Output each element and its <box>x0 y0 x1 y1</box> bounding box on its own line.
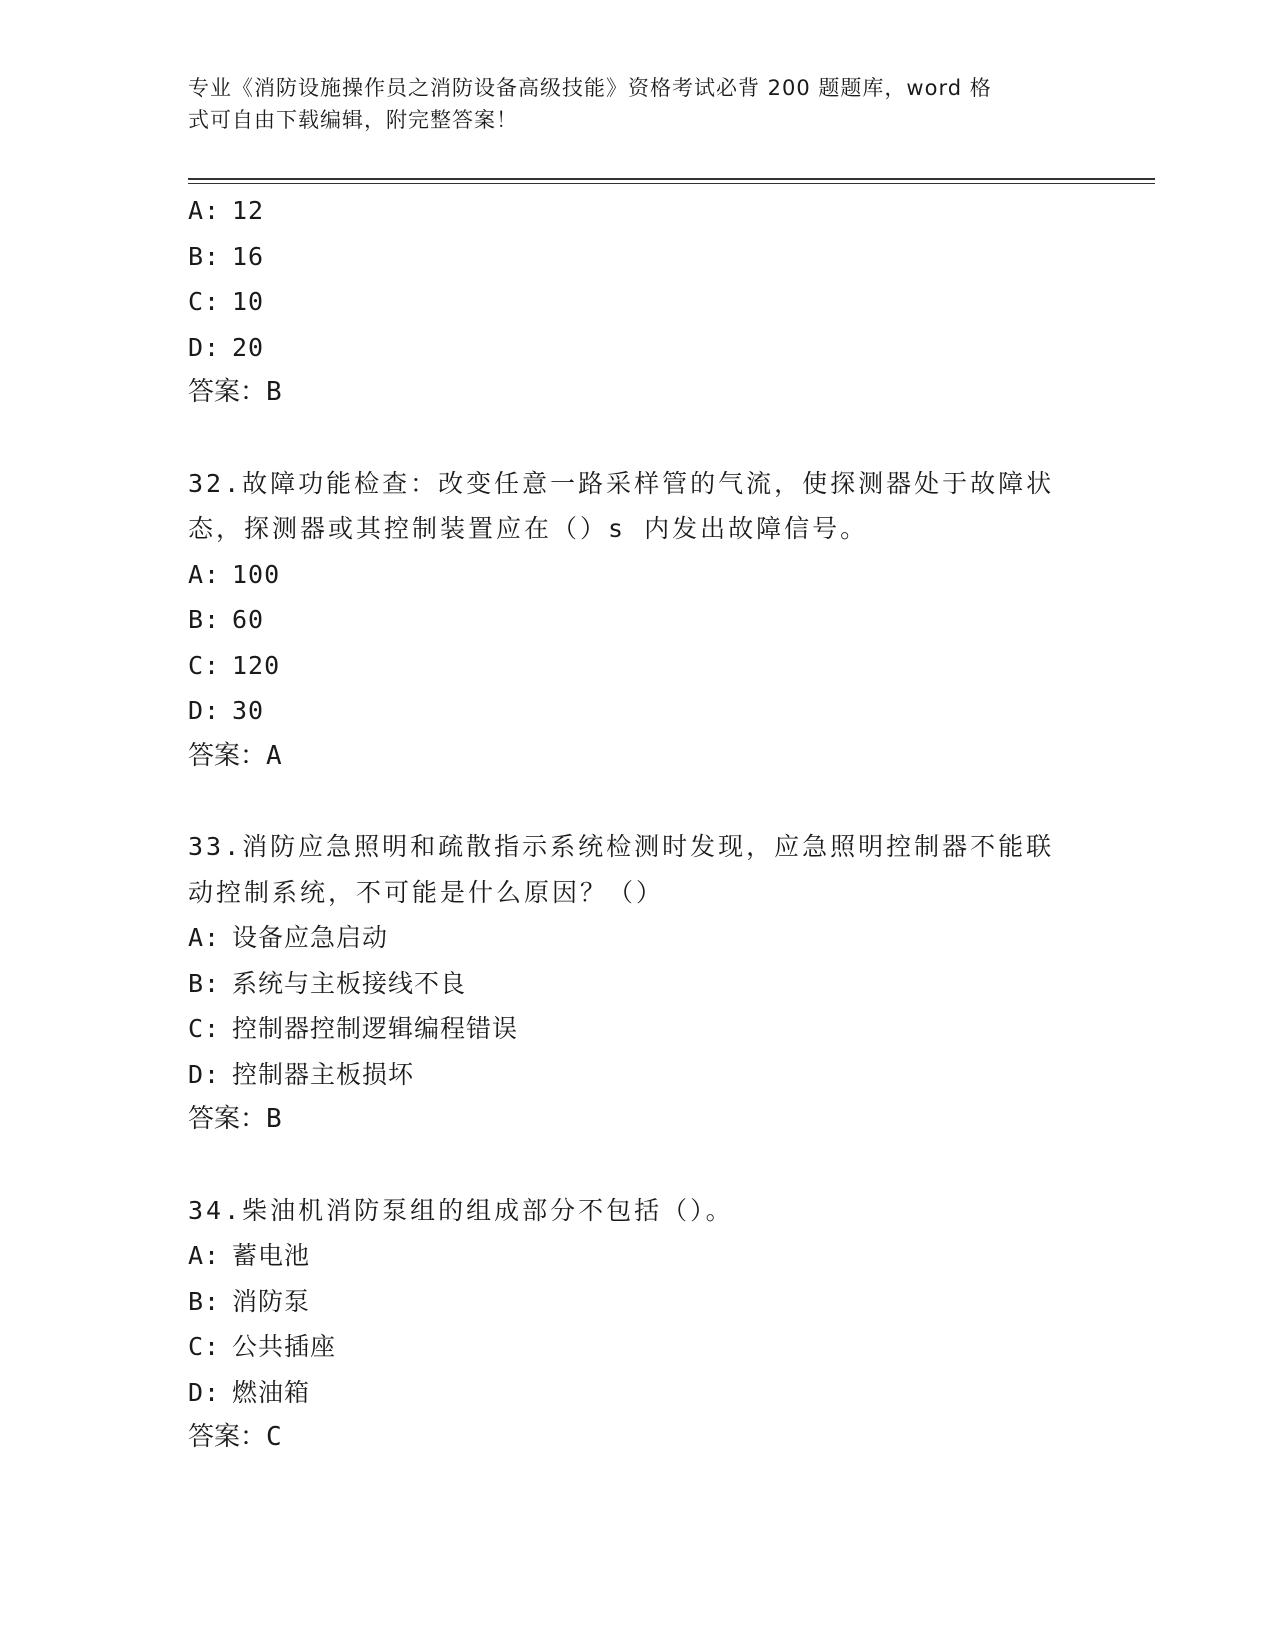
answer-value: A <box>266 740 282 771</box>
question-stem-line-2: 态，探测器或其控制装置应在（）s 内发出故障信号。 <box>188 514 869 543</box>
option-c <box>188 1006 1088 1052</box>
header-line-1: 专业《消防设施操作员之消防设备高级技能》资格考试必背 200 题题库，word 格 <box>188 76 992 100</box>
option-key: C: <box>188 650 221 680</box>
option-c <box>188 1324 1088 1370</box>
answer-line <box>188 1415 1088 1461</box>
question-32 <box>188 461 1088 780</box>
document-header <box>188 72 1068 136</box>
option-c <box>188 643 1088 689</box>
option-key: D: <box>188 332 221 362</box>
option-text: 消防泵 <box>232 1286 311 1316</box>
option-text: 10 <box>232 287 265 316</box>
option-key: C: <box>188 1014 221 1043</box>
question-list <box>188 188 1088 1461</box>
answer-value: B <box>266 377 282 407</box>
question-stem-line-1: 34.柴油机消防泵组的组成部分不包括（）。 <box>188 1195 734 1225</box>
header-line-2: 式可自由下载编辑，附完整答案！ <box>188 108 518 132</box>
option-a <box>188 915 1088 961</box>
answer-label: 答案： <box>188 377 267 407</box>
option-key: B: <box>188 968 221 998</box>
question-stem <box>188 1188 1088 1234</box>
answer-line <box>188 370 1088 416</box>
question-stem <box>188 461 1088 552</box>
option-text: 20 <box>232 332 265 362</box>
option-key: B: <box>188 1286 221 1316</box>
option-text: 控制器主板损坏 <box>232 1059 415 1089</box>
question-34 <box>188 1188 1088 1461</box>
answer-label: 答案： <box>188 740 267 771</box>
option-a <box>188 188 1088 234</box>
answer-label: 答案： <box>188 1104 267 1134</box>
option-d <box>188 688 1088 734</box>
option-text: 蓄电池 <box>232 1241 311 1270</box>
option-key: C: <box>188 287 221 316</box>
option-key: A: <box>188 923 221 952</box>
option-key: B: <box>188 241 221 271</box>
option-text: 控制器控制逻辑编程错误 <box>232 1014 519 1043</box>
question-stem <box>188 824 1088 915</box>
option-key: D: <box>188 1377 221 1407</box>
option-text: 120 <box>232 650 281 680</box>
option-text: 100 <box>232 559 281 589</box>
option-text: 12 <box>232 196 265 225</box>
option-key: D: <box>188 1059 221 1089</box>
question-stem-line-1: 33.消防应急照明和疏散指示系统检测时发现，应急照明控制器不能联 <box>188 832 1055 861</box>
option-d <box>188 1370 1088 1416</box>
option-text: 60 <box>232 605 265 634</box>
header-rule-thick <box>188 178 1155 180</box>
answer-value: C <box>266 1422 282 1452</box>
option-text: 设备应急启动 <box>232 923 389 952</box>
question-31 <box>188 188 1088 416</box>
option-a <box>188 552 1088 598</box>
option-text: 16 <box>232 241 265 271</box>
answer-line <box>188 734 1088 780</box>
question-33 <box>188 824 1088 1143</box>
answer-label: 答案： <box>188 1422 267 1452</box>
option-a <box>188 1233 1088 1279</box>
answer-line <box>188 1097 1088 1143</box>
answer-value: B <box>266 1104 282 1134</box>
option-b <box>188 1279 1088 1325</box>
option-b <box>188 597 1088 643</box>
option-key: A: <box>188 1241 221 1270</box>
option-key: A: <box>188 196 221 225</box>
option-d <box>188 1052 1088 1098</box>
option-b <box>188 234 1088 280</box>
option-c <box>188 279 1088 325</box>
question-stem-line-2: 动控制系统，不可能是什么原因？（） <box>188 877 665 907</box>
header-rule-thin <box>188 183 1155 184</box>
option-text: 30 <box>232 696 265 725</box>
option-d <box>188 325 1088 371</box>
question-stem-line-1: 32.故障功能检查：改变任意一路采样管的气流，使探测器处于故障状 <box>188 468 1055 498</box>
option-key: D: <box>188 696 221 725</box>
option-text: 公共插座 <box>232 1332 337 1361</box>
option-key: A: <box>188 559 221 589</box>
option-b <box>188 961 1088 1007</box>
option-key: B: <box>188 605 221 634</box>
option-text: 系统与主板接线不良 <box>232 968 467 998</box>
option-key: C: <box>188 1332 221 1361</box>
option-text: 燃油箱 <box>232 1377 311 1407</box>
